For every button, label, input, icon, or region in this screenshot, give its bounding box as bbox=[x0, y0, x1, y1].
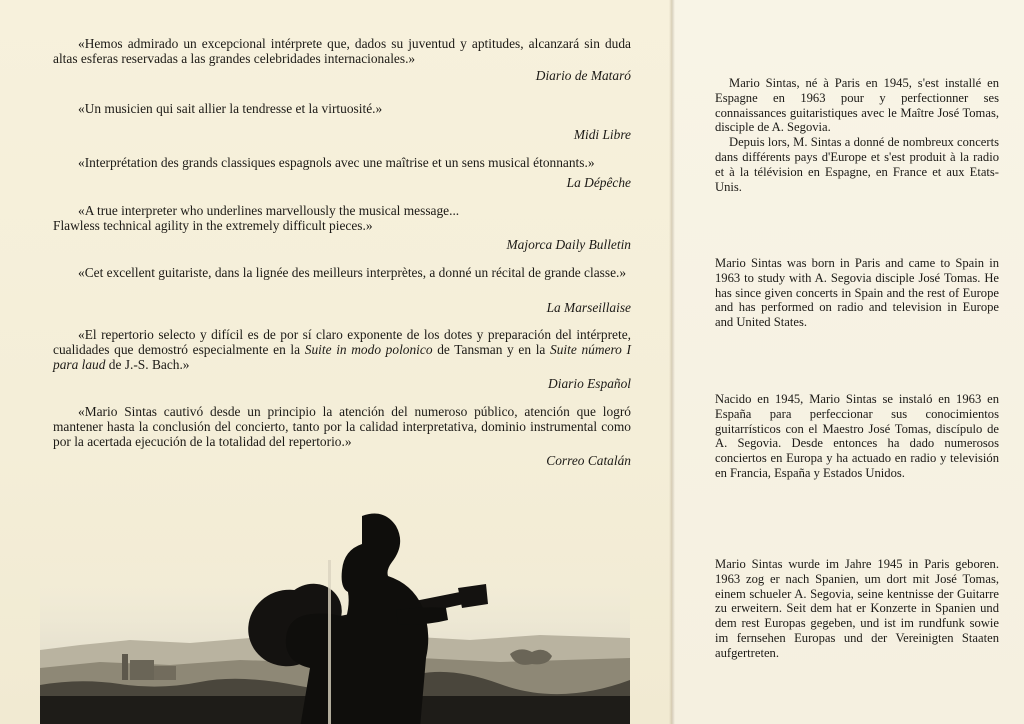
quote-block-3 bbox=[53, 155, 631, 190]
quote-source: Diario de Mataró bbox=[535, 68, 631, 83]
quote-text-part: de J.-S. Bach.» bbox=[105, 357, 190, 372]
quote-text: «Cet excellent guitariste, dans la lignée des meilleurs interprètes, a donné un récital de grande classe.» bbox=[78, 265, 627, 280]
quote-text: Flawless technical agility in the extremely difficult pieces.» bbox=[53, 218, 373, 233]
bio-paragraph: Mario Sintas, né à Paris en 1945, s'est installé en Espagne en 1963 pour y perfectionner ses connaissances guitaristiques avec le Maître José Tomas, disciple de A. Segovia. bbox=[715, 76, 999, 135]
quote-text-part: de Tansman y en la bbox=[432, 342, 551, 357]
bio-paragraph: Depuis lors, M. Sintas a donné de nombreux concerts dans différents pays d'Europe et s'est produit à la radio et à la télévision en Espagne, en France et aux Etats-Unis. bbox=[715, 135, 999, 194]
quote-text: «Hemos admirado un excepcional intérprete que, dados su juventud y aptitudes, alcanzará sin duda altas esferas reservadas a las grandes celebridades internacionales.» bbox=[53, 36, 631, 66]
quote-text-part: «El repertorio selecto y difícil es de por sí claro exponente de los dotes y preparación del intérprete, cualidades que demostró especialmente en la bbox=[53, 327, 631, 357]
bio-french bbox=[715, 76, 999, 194]
bio-paragraph: Mario Sintas was born in Paris and came to Spain in 1963 to study with A. Segovia disciple José Tomas. He has since given concerts in Spain and the rest of Europe and has performed on radio and television in Europe and United States. bbox=[715, 256, 999, 330]
quote-text: «Un musicien qui sait allier la tendresse et la virtuosité.» bbox=[78, 101, 383, 116]
quote-source: Diario Español bbox=[548, 376, 631, 391]
quote-block-1 bbox=[53, 36, 631, 83]
guitarist-photo bbox=[40, 500, 630, 724]
bio-paragraph: Mario Sintas wurde im Jahre 1945 in Paris geboren. 1963 zog er nach Spanien, um dort mit José Tomas, einem schueler A. Segovia, seine kentnisse der Guitarre zu erweitern. Seit dem hat er Konzerte in Spanien und dem rest Europas gegeben, und ist im rundfunk sowie im fernsehen Europas und der Vereinigten Staaten aufgertreten. bbox=[715, 557, 999, 660]
bio-spanish bbox=[715, 392, 999, 481]
page-fold bbox=[669, 0, 675, 724]
bio-english bbox=[715, 256, 999, 330]
quote-block-2 bbox=[53, 101, 631, 142]
quote-source: Correo Catalán bbox=[546, 453, 631, 468]
work-title: Suite in modo polonico bbox=[304, 342, 433, 357]
quote-text: «Mario Sintas cautivó desde un principio la atención del numeroso público, atención que logró mantener hasta la conclusión del concierto, tanto por la calidad interpretativa, dominio instrumental como por la acertada ejecución de la totalidad del repertorio.» bbox=[53, 404, 631, 449]
quote-source: La Dépêche bbox=[566, 175, 631, 190]
quote-source: Midi Libre bbox=[573, 127, 631, 142]
quote-block-7 bbox=[53, 404, 631, 468]
quote-source: Majorca Daily Bulletin bbox=[506, 237, 631, 252]
quote-block-4 bbox=[53, 203, 631, 252]
quote-source: La Marseillaise bbox=[546, 300, 631, 315]
bio-german bbox=[715, 557, 999, 661]
quote-text: «Interprétation des grands classiques espagnols avec une maîtrise et un sens musical étonnants.» bbox=[78, 155, 595, 170]
quote-block-6 bbox=[53, 327, 631, 391]
quote-text: «A true interpreter who underlines marvellously the musical message... bbox=[78, 203, 460, 218]
quote-block-5 bbox=[53, 265, 631, 315]
bio-paragraph: Nacido en 1945, Mario Sintas se instaló en 1963 en España para perfeccionar sus conocimientos guitarrísticos con el Maestro José Tomas, discípulo de A. Segovia. Desde entonces ha dado numerosos conciertos en Europa y ha actuado en radio y televisión en Francia, España y Estados Unidos. bbox=[715, 392, 999, 480]
work-title: Suite número I para laud bbox=[53, 342, 631, 372]
quote-text bbox=[53, 327, 631, 372]
